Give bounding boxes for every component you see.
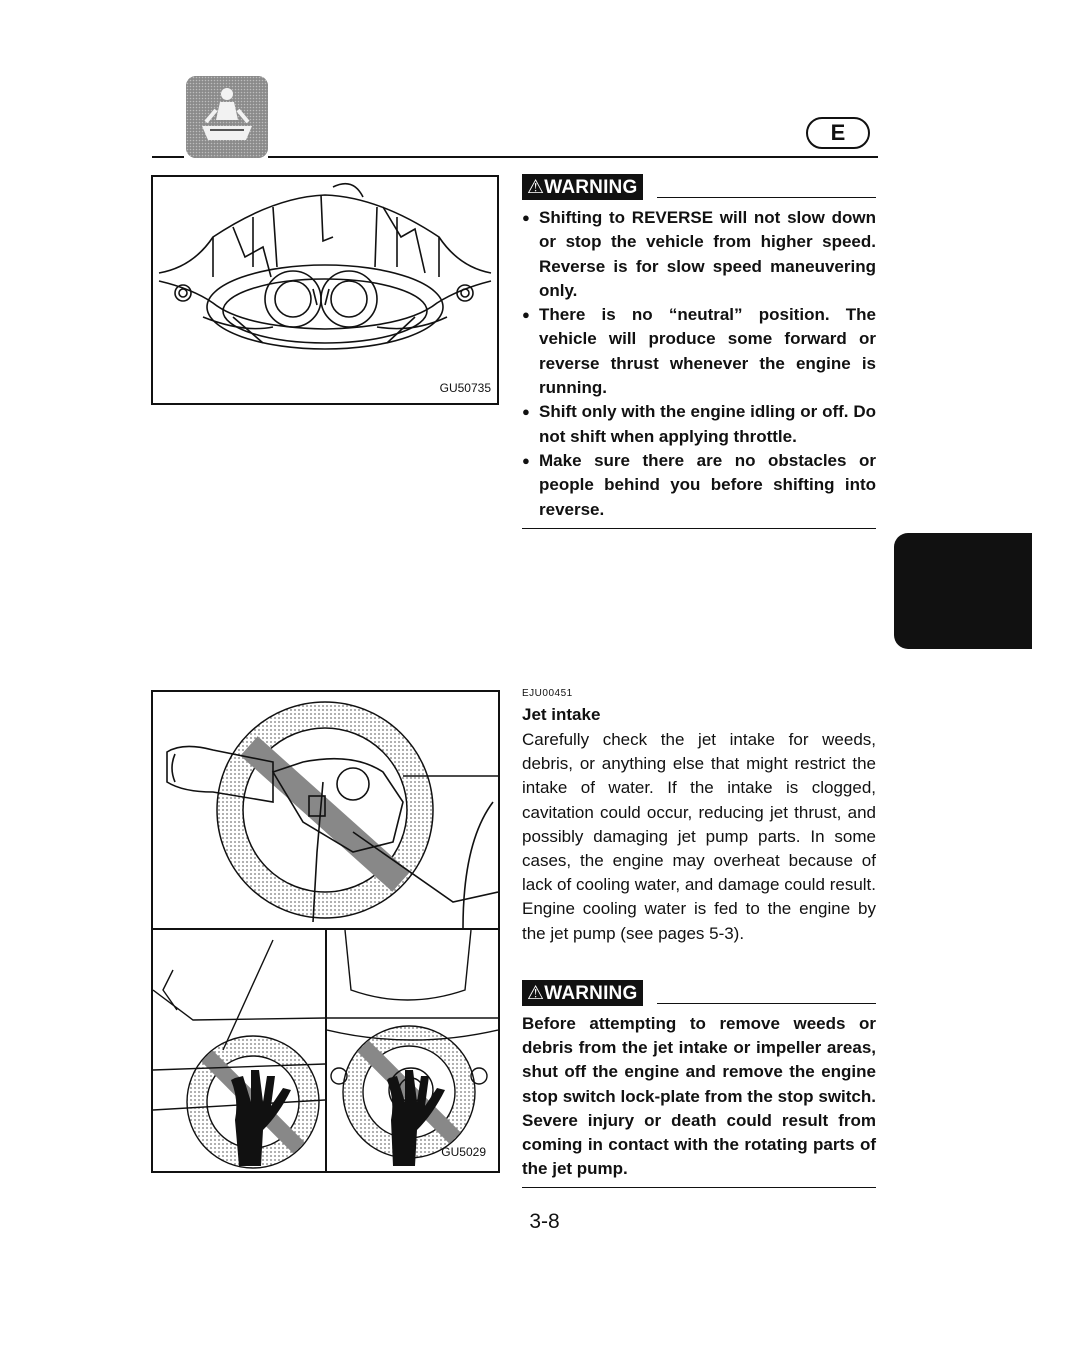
figure-bottom [151,690,500,1173]
section-body: Carefully check the jet intake for weeds, debris, or anything else that might restrict the intake of water. If the intake is clogged, cavitation could occur, reducing jet thrust, and possibly damaging jet pump parts. In some cases, the engine may overheat because of lack of cooling water, and damage could result. Engine cooling water is fed to the engine by the jet pump (see pages 5-3). [522,730,876,943]
no-hand-in-intake-rear-illustration [327,930,498,1171]
section-code: EJU00451 [522,688,573,699]
warning-top-item: ● There is no “neutral” position. The vehicle will produce some forward or reverse thrust whenever the engine is running. [522,303,876,400]
warning-bottom-bottom-rule [522,1187,876,1188]
warning-bottom-tag: ⚠WARNING [522,980,643,1006]
warning-top-list [522,206,876,522]
warning-top-line [657,197,876,198]
watercraft-rider-icon [186,76,268,158]
warning-top-bottom-rule [522,528,876,529]
warning-top-item: ● Shift only with the engine idling or off. Do not shift when applying throttle. [522,400,876,449]
warning-bottom-text: Before attempting to remove weeds or debris from the jet intake or impeller areas, shut off the engine and remove the engine stop switch lock-plate from the stop switch. Severe injury or death could result from coming in contact with the rotating parts of the jet pump. [522,1014,876,1179]
no-lanyard-handlebar-illustration [153,692,498,928]
header-rule-left [152,156,184,158]
page-number: 3-8 [529,1210,560,1233]
jet-pump-underside-illustration [153,177,497,403]
warning-top-item: ● Make sure there are no obstacles or people behind you before shifting into reverse. [522,449,876,522]
section-tab [894,533,1032,649]
warning-top-item: ● Shifting to REVERSE will not slow down or stop the vehicle from higher speed. Reverse is for slow speed maneuvering only. [522,206,876,303]
warning-top-tag: ⚠WARNING [522,174,643,200]
no-hand-in-intake-side-illustration [153,930,325,1171]
warning-top-header [522,174,876,200]
header-rule-right [268,156,878,158]
language-badge: E [806,117,870,149]
figure-top-label: GU50735 [439,381,491,395]
figure-top [151,175,499,405]
warning-bottom-line [657,1003,876,1004]
figure-bottom-label: GU5029 [441,1145,486,1159]
section-title: Jet intake [522,705,601,724]
warning-bottom-header [522,980,876,1006]
